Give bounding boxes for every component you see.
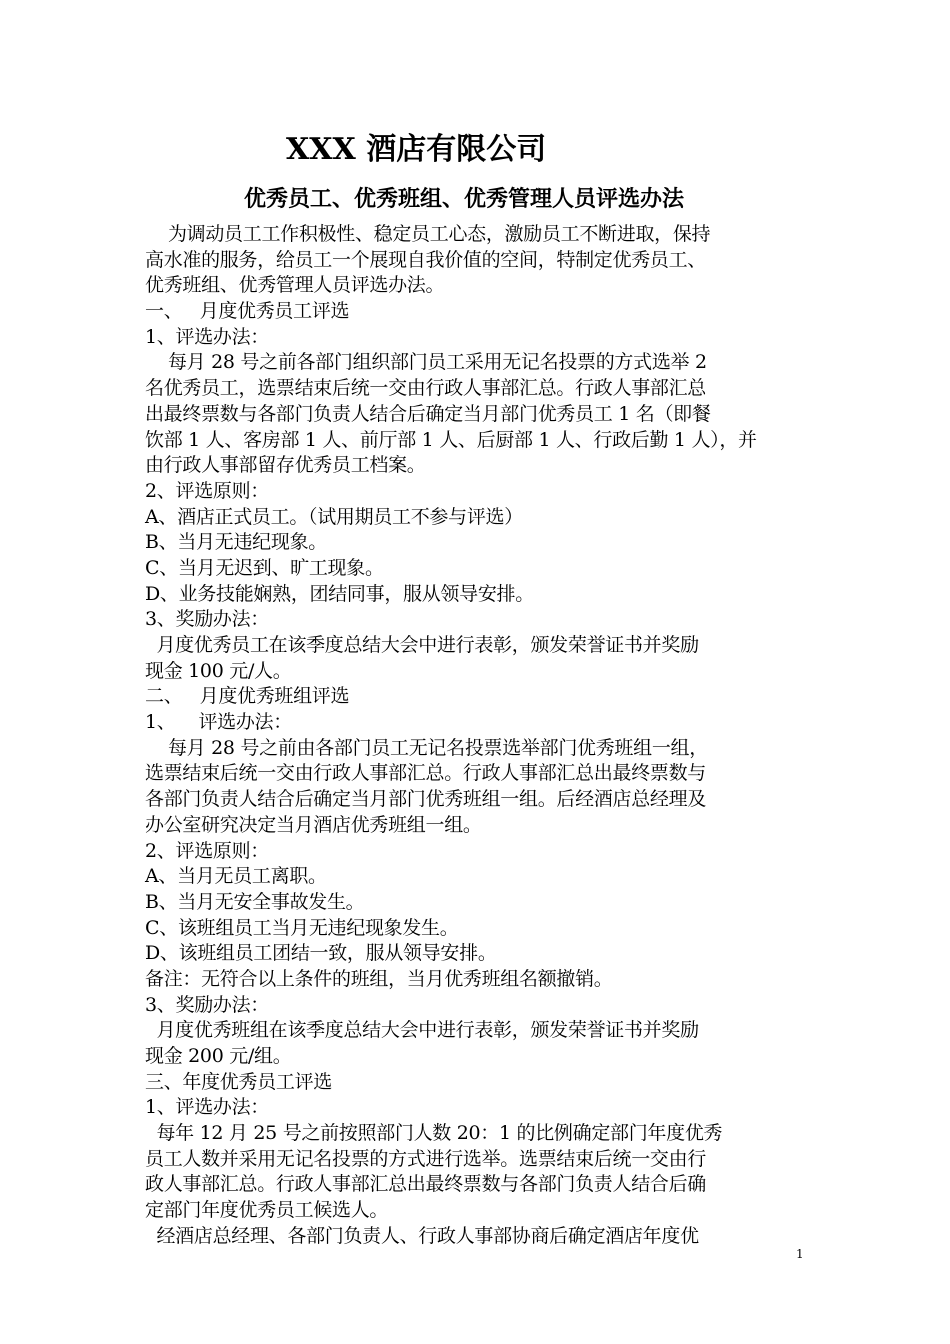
body-line: 每年 12 月 25 号之前按照部门人数 20：1 的比例确定部门年度优秀 <box>145 1122 723 1145</box>
body-line: 月度优秀员工在该季度总结大会中进行表彰，颁发荣誉证书并奖励 <box>145 634 699 656</box>
body-line: 三、年度优秀员工评选 <box>145 1070 333 1093</box>
document-body <box>145 222 815 1250</box>
body-line: 定部门年度优秀员工候选人。 <box>145 1199 389 1222</box>
body-line: 每月 28 号之前各部门组织部门员工采用无记名投票的方式选举 2 <box>145 351 707 374</box>
body-line: B、当月无违纪现象。 <box>145 531 327 554</box>
body-line: 2、评选原则： <box>145 479 269 502</box>
body-line: 现金 100 元/人。 <box>145 659 292 682</box>
body-line: 饮部 1 人、客房部 1 人、前厅部 1 人、后厨部 1 人、行政后勤 1 人），并 <box>145 428 757 451</box>
body-line: 办公室研究决定当月酒店优秀班组一组。 <box>145 813 482 836</box>
body-line: 员工人数并采用无记名投票的方式进行选举。选票结束后统一交由行 <box>145 1147 707 1170</box>
body-line: 由行政人事部留存优秀员工档案。 <box>145 454 426 477</box>
body-line: D、该班组员工团结一致，服从领导安排。 <box>145 942 497 965</box>
body-line: 高水准的服务，给员工一个展现自我价值的空间，特制定优秀员工、 <box>145 248 707 271</box>
body-line: A、当月无员工离职。 <box>145 865 327 888</box>
body-line: 为调动员工工作积极性、稳定员工心态，激励员工不断进取，保持 <box>145 223 711 245</box>
body-line: 各部门负责人结合后确定当月部门优秀班组一组。后经酒店总经理及 <box>145 788 707 811</box>
body-line: 每月 28 号之前由各部门员工无记名投票选举部门优秀班组一组， <box>145 736 708 759</box>
body-line: 出最终票数与各部门负责人结合后确定当月部门优秀员工 1 名（即餐 <box>145 402 711 425</box>
body-line: 1、 评选办法： <box>145 711 292 734</box>
body-line: 备注：无符合以上条件的班组，当月优秀班组名额撤销。 <box>145 967 613 990</box>
body-line: 经酒店总经理、各部门负责人、行政人事部协商后确定酒店年度优 <box>145 1224 699 1247</box>
body-line: 现金 200 元/组。 <box>145 1045 292 1067</box>
body-line: C、当月无迟到、旷工现象。 <box>145 556 384 579</box>
body-line: 3、奖励办法： <box>145 993 269 1016</box>
page-number: 1 <box>796 1247 804 1261</box>
body-line: 月度优秀班组在该季度总结大会中进行表彰，颁发荣誉证书并奖励 <box>145 1019 699 1042</box>
document-title: XXX 酒店有限公司 <box>286 132 547 167</box>
body-line: 名优秀员工，选票结束后统一交由行政人事部汇总。行政人事部汇总 <box>145 377 707 400</box>
document-subtitle: 优秀员工、优秀班组、优秀管理人员评选办法 <box>244 186 685 212</box>
body-line: 政人事部汇总。行政人事部汇总出最终票数与各部门负责人结合后确 <box>145 1173 707 1196</box>
body-line: 1、评选办法： <box>145 1096 269 1119</box>
body-line: 3、奖励办法： <box>145 608 269 631</box>
body-line: 优秀班组、优秀管理人员评选办法。 <box>145 274 445 297</box>
body-line: B、当月无安全事故发生。 <box>145 890 365 913</box>
body-line: C、该班组员工当月无违纪现象发生。 <box>145 916 459 939</box>
body-line: 2、评选原则： <box>145 839 269 862</box>
body-line: 二、 月度优秀班组评选 <box>145 685 350 708</box>
body-line: D、业务技能娴熟，团结同事，服从领导安排。 <box>145 582 534 605</box>
body-line: 一、 月度优秀员工评选 <box>145 300 350 323</box>
body-line: 选票结束后统一交由行政人事部汇总。行政人事部汇总出最终票数与 <box>145 762 707 785</box>
body-line: 1、评选办法： <box>145 325 269 348</box>
body-line: A、酒店正式员工。（试用期员工不参与评选） <box>145 505 523 528</box>
